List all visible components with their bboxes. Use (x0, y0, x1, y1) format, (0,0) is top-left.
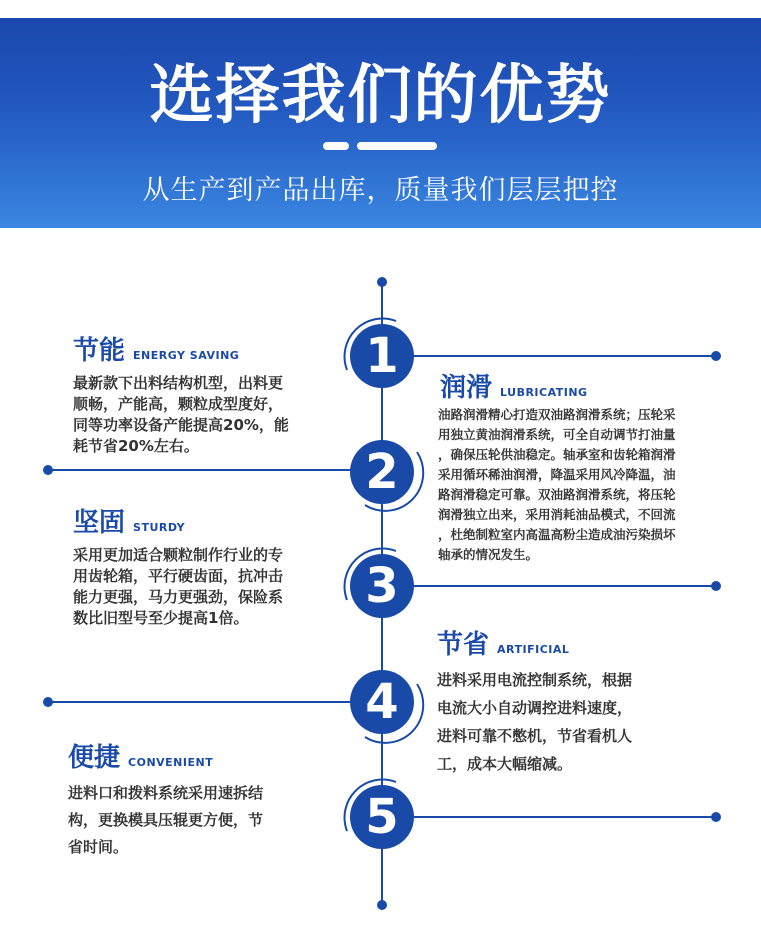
connector-dot-3 (711, 581, 721, 591)
body-line: 用独立黄油润滑系统，可全自动调节打油量 (438, 427, 676, 442)
body-line: 采用更加适合颗粒制作行业的专 (73, 546, 284, 564)
body-line: 润滑独立出来，采用消耗油品模式，不回流 (438, 507, 676, 522)
section-title-cn: 润滑 (440, 373, 493, 403)
body-line: 采用循环稀油润滑，降温采用风冷降温，油 (438, 467, 676, 482)
connector-dot-2 (43, 465, 53, 475)
body-line: 用齿轮箱，平行硬齿面，抗冲击 (73, 567, 284, 585)
body-line: 耗节省20%左右。 (73, 437, 199, 455)
step-badge-2: 2 (350, 440, 414, 504)
connector-dot-5 (711, 812, 721, 822)
body-line: 油路润滑精心打造双油路润滑系统；压轮采 (438, 407, 676, 422)
section-title-en: STURDY (133, 521, 186, 534)
body-line: 同等功率设备产能提高20%，能 (73, 416, 289, 434)
step-badge-4: 4 (350, 670, 414, 734)
body-line: 工，成本大幅缩减。 (437, 755, 573, 773)
section-title-cn: 坚固 (73, 508, 126, 538)
section-title-en: ARTIFICIAL (497, 643, 570, 656)
body-line: 电流大小自动调控进料速度， (437, 699, 633, 717)
section-title-energy-saving (73, 330, 239, 367)
section-title-en: LUBRICATING (500, 386, 588, 399)
body-line: ，确保压轮供油稳定。轴承室和齿轮箱润滑 (438, 447, 676, 462)
section-title-artificial (437, 624, 569, 661)
axis-top-dot (377, 277, 387, 287)
body-line: 轴承的情况发生。 (438, 547, 539, 562)
page-title: 选择我们的优势 (149, 59, 612, 133)
body-line: 进料采用电流控制系统，根据 (437, 671, 633, 689)
step-badge-1: 1 (350, 324, 414, 388)
body-line: 数比旧型号至少提高1倍。 (73, 609, 249, 627)
body-line: 进料口和拨料系统采用速拆结 (68, 784, 264, 802)
connector-dot-1 (711, 351, 721, 361)
section-title-cn: 便捷 (68, 743, 121, 773)
section-title-cn: 节能 (73, 336, 126, 366)
body-line: 能力更强，马力更强劲，保险系 (73, 588, 284, 606)
page-subtitle: 从生产到产品出库，质量我们层层把控 (142, 175, 619, 206)
body-line: 省时间。 (68, 838, 129, 856)
body-line: 构，更换模具压辊更方便，节 (68, 811, 264, 829)
section-title-cn: 节省 (437, 630, 490, 660)
body-line: ，杜绝制粒室内高温高粉尘造成油污染损坏 (438, 527, 676, 542)
section-body-energy-saving (73, 373, 343, 457)
section-title-en: CONVENIENT (128, 756, 214, 769)
body-line: 顺畅，产能高，颗粒成型度好， (73, 395, 284, 413)
connector-dot-4 (43, 697, 53, 707)
section-body-convenient (68, 780, 338, 861)
body-line: 进料可靠不憋机，节省看机人 (437, 727, 633, 745)
body-line: 最新款下出料结构机型，出料更 (73, 374, 284, 392)
section-title-en: ENERGY SAVING (133, 349, 240, 362)
section-body-lubricating (438, 405, 713, 565)
body-line: 路润滑稳定可靠。双油路润滑系统，将压轮 (438, 487, 676, 502)
section-title-sturdy (73, 502, 185, 539)
section-title-lubricating (440, 367, 588, 404)
step-badge-3: 3 (350, 554, 414, 618)
section-body-sturdy (73, 545, 343, 629)
step-badge-5: 5 (350, 785, 414, 849)
section-body-artificial (437, 666, 727, 778)
section-title-convenient (68, 737, 213, 774)
axis-bottom-dot (377, 900, 387, 910)
